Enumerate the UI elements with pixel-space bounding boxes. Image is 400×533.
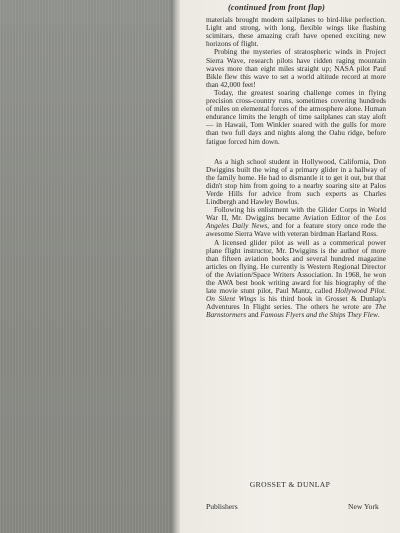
bio-text: , and for a feature story once rode the awesome Sierra Wave with veteran birdman Harland Ross. <box>206 221 387 239</box>
bio-text: and <box>246 310 261 320</box>
book-title: On Silent Wings <box>206 294 257 304</box>
newspaper-title: Los Angeles Daily News <box>206 213 386 231</box>
back-flap <box>180 0 400 533</box>
continued-note: (continued from front flap) <box>228 3 326 12</box>
paragraph-1: materials brought modern sailplanes to bird-like perfection. Light and strong, with long, flexible wings like flashing scimitars, these amazing craft have opened exciting new horizons of flight. <box>206 15 386 49</box>
flap-text <box>206 4 386 319</box>
bio-paragraph-3 <box>206 239 386 320</box>
publisher-city: New York <box>348 502 379 511</box>
bio-paragraph-2 <box>206 206 386 238</box>
paragraph-2: Probing the mysteries of stratospheric winds in Project Sierra Wave, research pilots have ridden raging mountain waves more than eight miles straight up; NASA pilot Paul Bikle flew this wave to set a world altitude record at more than 42,000 feet! <box>206 47 386 89</box>
bio-text: Following his enlistment with the Glider Corps in World War II, Mr. Dwiggins became Aviation Editor of the <box>206 205 386 223</box>
section-gap <box>206 146 386 158</box>
book-title: Hollywood Pilot <box>335 286 385 296</box>
book-cover-board <box>0 0 178 533</box>
bio-text: . <box>377 310 380 320</box>
bio-text: A licensed glider pilot as well as a commerical power plane flight instructor, Mr. Dwiggins is the author of more than fifteen aviation books and several hundred magazine articles on flying. He currently is Western Regional Director of the Aviation/Space Writers Association. In 1968, he won the AWA best book writing award for his biography of the late movie stunt pilot, Paul Mantz, called <box>206 237 386 296</box>
publishers-label: Publishers <box>206 502 238 511</box>
bio-text: is his third book in Grosset & Dunlap's Adventures In Flight series. The others he wrote are <box>206 294 386 312</box>
cover-spine-edge <box>171 0 180 533</box>
publisher-name: GROSSET & DUNLAP <box>249 480 331 489</box>
bio-paragraph-1: As a high school student in Hollywood, California, Don Dwiggins built the wing of a primary glider in a hallway of the family home. He had to dismantle it to get it out, but that didn't stop him from going to a nearby soaring site at Palos Verde Hills for advice from such experts as Charles Lindbergh and Hawley Bowlus. <box>206 156 386 207</box>
book-title: The Barnstormers <box>206 302 386 320</box>
bio-text: . <box>384 286 386 296</box>
paragraph-3: Today, the greatest soaring challenge comes in flying precision cross-country runs, sometimes covering hundreds of miles on elemental forces of the atmosphere alone. Human endurance limits the length of time sailplanes can stay aloft — in Hawaii, Tom Winkler soared with the gulls for more than two full days and nights along the Oahu ridge, before fatigue forced him down. <box>206 87 386 146</box>
book-title: Famous Flyers and the Ships They Flew <box>260 310 378 320</box>
